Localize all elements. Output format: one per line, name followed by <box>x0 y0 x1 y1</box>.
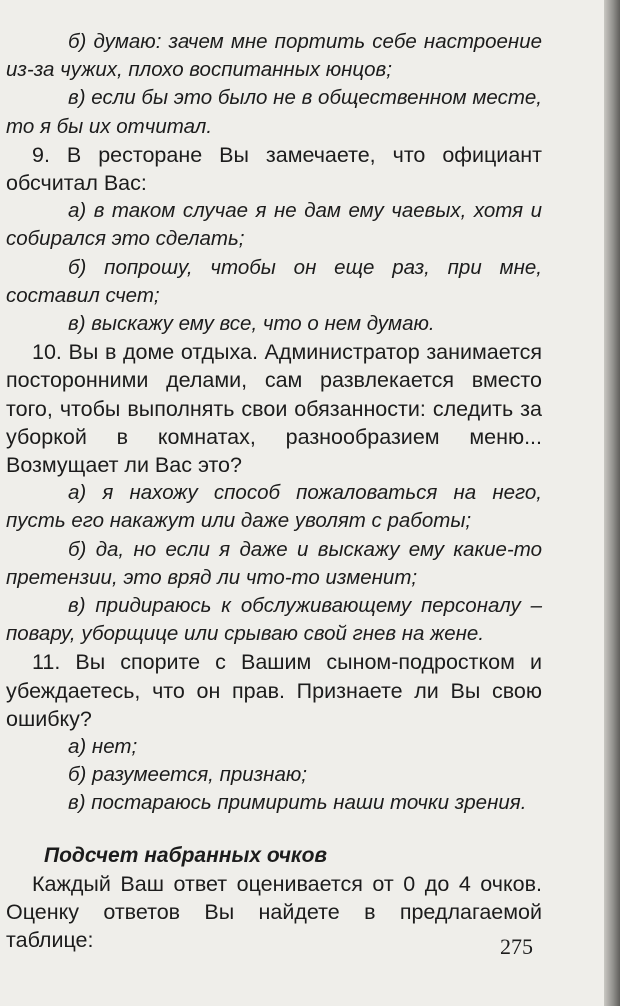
question-9-option-b: б) попрошу, чтобы он еще раз, при мне, составил счет; <box>6 255 542 307</box>
page-text <box>6 28 542 955</box>
question-11-option-b: б) разумеется, признаю; <box>68 763 307 787</box>
question-10: 10. Вы в доме отдыха. Администратор занимается посторонними делами, сам развлекается вместо того, чтобы выполнять свои обязанности: следить за уборкой в комнатах, разнообразием меню... Возмущает ли Вас это? <box>6 340 542 478</box>
question-10-option-a: а) я нахожу способ пожаловаться на него, пусть его накажут или даже уволят с работы; <box>6 481 542 533</box>
question-9-option-a: а) в таком случае я не дам ему чаевых, хотя и собирался это сделать; <box>6 199 542 251</box>
option-b-prev: б) думаю: зачем мне портить себе настроение из-за чужих, плохо воспитанных юнцов; <box>6 30 542 82</box>
question-10-option-b: б) да, но если я даже и выскажу ему какие-то претензии, это вряд ли что-то изменит; <box>6 537 542 589</box>
question-11-option-a: а) нет; <box>68 735 138 759</box>
page-edge <box>604 0 620 1006</box>
question-10-option-c: в) придираюсь к обслуживающему персоналу – повару, уборщице или срываю свой гнев на жене. <box>6 594 542 646</box>
question-11: 11. Вы спорите с Вашим сыном-подростком и убеждаетесь, что он прав. Признаете ли Вы свою ошибку? <box>6 650 542 731</box>
question-9-option-c: в) выскажу ему все, что о нем думаю. <box>68 312 435 336</box>
option-c-prev: в) если бы это было не в общественном месте, то я бы их отчитал. <box>6 86 542 138</box>
section-heading: Подсчет набранных очков <box>44 843 328 867</box>
page-number: 275 <box>500 934 533 959</box>
scoring-paragraph: Каждый Ваш ответ оценивается от 0 до 4 очков. Оценку ответов Вы найдете в предлагаемой таблице: <box>6 871 542 953</box>
question-11-option-c: в) постараюсь примирить наши точки зрения. <box>68 791 527 815</box>
question-9: 9. В ресторане Вы замечаете, что официант обсчитал Вас: <box>6 142 542 196</box>
